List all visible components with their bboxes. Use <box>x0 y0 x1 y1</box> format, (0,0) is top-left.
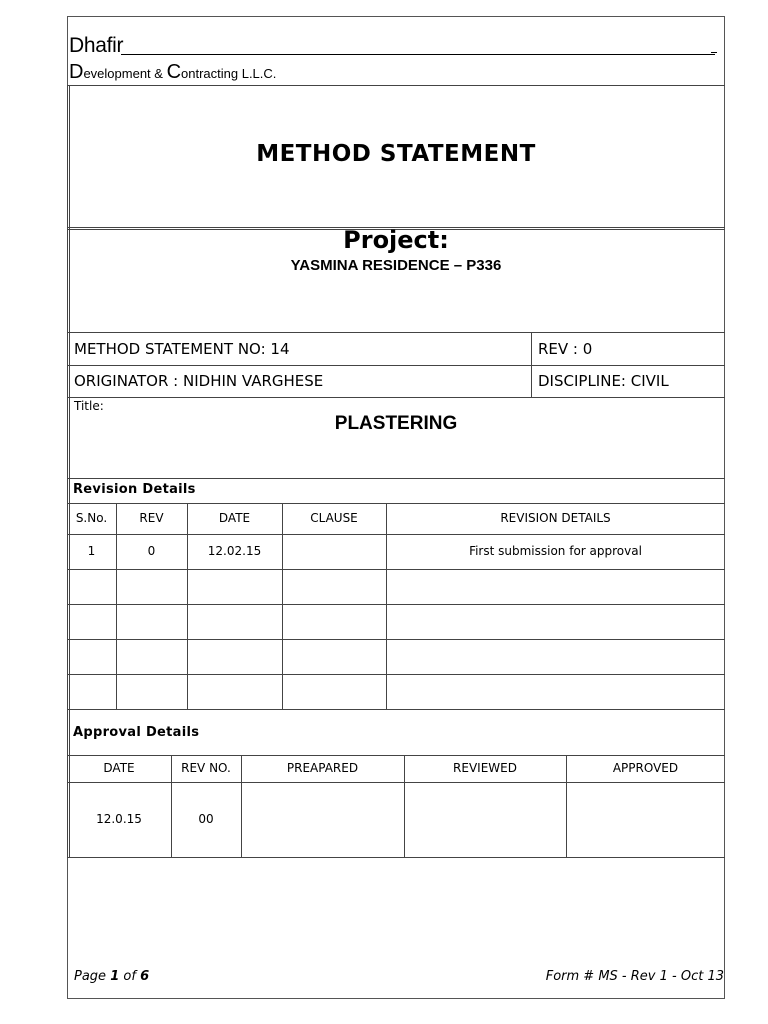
rule <box>386 503 387 709</box>
rule <box>187 503 188 709</box>
approval-header-approved: APPROVED <box>612 761 679 775</box>
revision-cell: 12.02.15 <box>207 544 262 558</box>
revision-header-date: DATE <box>218 511 251 525</box>
approval-cell-date: 12.0.15 <box>96 812 142 826</box>
rule <box>67 332 725 333</box>
rule <box>67 639 725 640</box>
approval-header-date: DATE <box>103 761 135 775</box>
rule <box>67 365 725 366</box>
revision-cell: 1 <box>87 544 96 558</box>
approval-section-label: Approval Details <box>73 725 200 740</box>
company-name: Dhafir <box>69 34 124 57</box>
revision-section-label: Revision Details <box>73 482 196 497</box>
rule <box>116 503 117 709</box>
project-name: YASMINA RESIDENCE – P336 <box>290 257 502 274</box>
rule <box>67 397 725 398</box>
rule <box>67 709 725 710</box>
rule <box>67 85 68 858</box>
discipline: DISCIPLINE: CIVIL <box>538 372 669 390</box>
revision-header-details: REVISION DETAILS <box>500 511 611 525</box>
revision-header-sno: S.No. <box>75 511 108 525</box>
company-underline <box>121 54 715 55</box>
title-label: Title: <box>74 399 104 413</box>
revision-header-clause: CLAUSE <box>310 511 358 525</box>
rule <box>67 604 725 605</box>
originator: ORIGINATOR : NIDHIN VARGHESE <box>74 372 324 390</box>
rule <box>67 478 725 479</box>
rule <box>67 782 725 783</box>
revision-cell: First submission for approval <box>469 544 642 558</box>
page-number: Page 1 of 6 <box>74 969 150 984</box>
rule <box>67 857 725 858</box>
title-value: PLASTERING <box>334 413 458 434</box>
rule <box>67 503 725 504</box>
approval-header-prepared: PREAPARED <box>286 761 359 775</box>
revision-header-rev: REV <box>139 511 164 525</box>
approval-header-rev-no: REV NO. <box>181 761 231 775</box>
rule <box>69 85 70 858</box>
revision-number: REV : 0 <box>538 340 593 358</box>
document-title: METHOD STATEMENT <box>256 141 536 167</box>
approval-header-reviewed: REVIEWED <box>453 761 517 775</box>
rule <box>67 534 725 535</box>
rule <box>67 85 725 86</box>
form-reference: Form # MS - Rev 1 - Oct 13 <box>545 969 724 984</box>
rule <box>531 332 532 397</box>
rule <box>282 503 283 709</box>
rule <box>67 674 725 675</box>
company-subtitle: Development & Contracting L.L.C. <box>69 61 277 83</box>
company-underline-dash <box>711 52 717 53</box>
project-label: Project: <box>343 226 449 254</box>
approval-cell-rev-no: 00 <box>198 812 214 826</box>
method-statement-number: METHOD STATEMENT NO: 14 <box>74 340 290 358</box>
revision-cell: 0 <box>147 544 156 558</box>
rule <box>67 569 725 570</box>
rule <box>67 755 725 756</box>
